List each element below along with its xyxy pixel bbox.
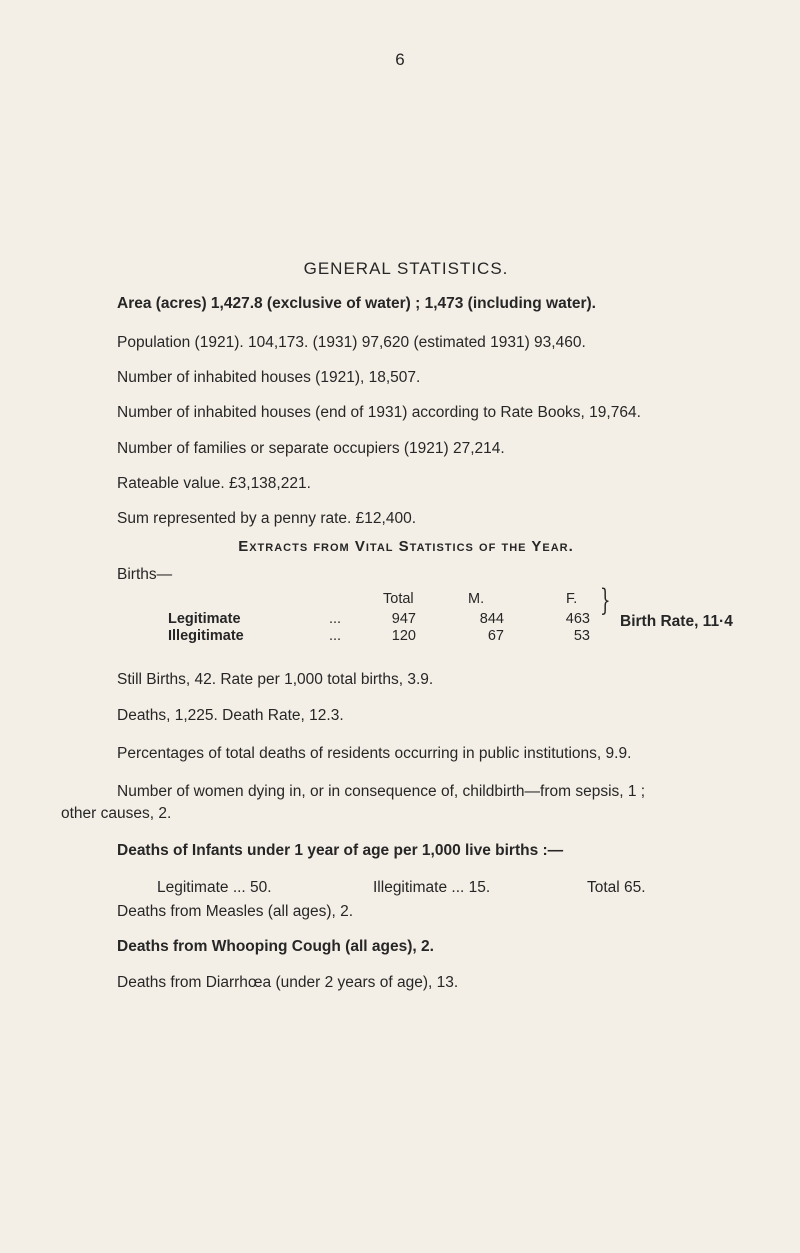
houses-1921-line: Number of inhabited houses (1921), 18,507. (117, 369, 421, 386)
women-dying-line: Number of women dying in, or in consequence of, childbirth—from sepsis, 1 ; (117, 783, 646, 800)
measles-line: Deaths from Measles (all ages), 2. (117, 903, 354, 920)
women-dying-line-continued: other causes, 2. (61, 805, 172, 822)
row-label-illegitimate: Illegitimate (168, 628, 244, 644)
rateable-value-line: Rateable value. £3,138,221. (117, 475, 311, 492)
infant-legitimate: Legitimate ... 50. (157, 879, 272, 896)
cell-m: 844 (479, 611, 504, 627)
brace-icon: } (600, 583, 611, 618)
row-dots: ... (329, 611, 342, 627)
column-header-m: M. (468, 591, 485, 607)
page-number: 6 (395, 50, 405, 69)
diarrhoea-line: Deaths from Diarrhœa (under 2 years of age), 13. (117, 974, 459, 991)
cell-f: 463 (565, 611, 590, 627)
row-dots: ... (329, 628, 342, 644)
families-line: Number of families or separate occupiers (1921) 27,214. (117, 440, 505, 457)
births-label: Births— (117, 566, 173, 583)
extracts-heading: Extracts from Vital Statistics of the Year. (238, 538, 574, 555)
penny-rate-line: Sum represented by a penny rate. £12,400. (117, 510, 417, 527)
column-header-total: Total (383, 591, 414, 607)
infant-illegitimate: Illegitimate ... 15. (373, 879, 491, 896)
infant-deaths-heading: Deaths of Infants under 1 year of age per 1,000 live births :— (117, 842, 564, 859)
page-title: GENERAL STATISTICS. (303, 259, 509, 278)
row-label-legitimate: Legitimate (168, 611, 241, 627)
whooping-cough-line: Deaths from Whooping Cough (all ages), 2. (117, 938, 434, 955)
birth-rate: Birth Rate, 11·4 (620, 613, 733, 630)
houses-1931-line: Number of inhabited houses (end of 1931) according to Rate Books, 19,764. (117, 404, 641, 421)
institutions-line: Percentages of total deaths of residents occurring in public institutions, 9.9. (117, 745, 632, 762)
cell-total: 120 (391, 628, 416, 644)
cell-total: 947 (391, 611, 416, 627)
area-line: Area (acres) 1,427.8 (exclusive of water) ; 1,473 (including water). (117, 295, 596, 312)
population-line: Population (1921). 104,173. (1931) 97,620 (estimated 1931) 93,460. (117, 334, 586, 351)
cell-m: 67 (487, 628, 504, 644)
cell-f: 53 (573, 628, 590, 644)
column-header-f: F. (566, 591, 578, 607)
infant-total: Total 65. (587, 879, 646, 896)
still-births-line: Still Births, 42. Rate per 1,000 total births, 3.9. (117, 671, 434, 688)
deaths-line: Deaths, 1,225. Death Rate, 12.3. (117, 707, 344, 724)
